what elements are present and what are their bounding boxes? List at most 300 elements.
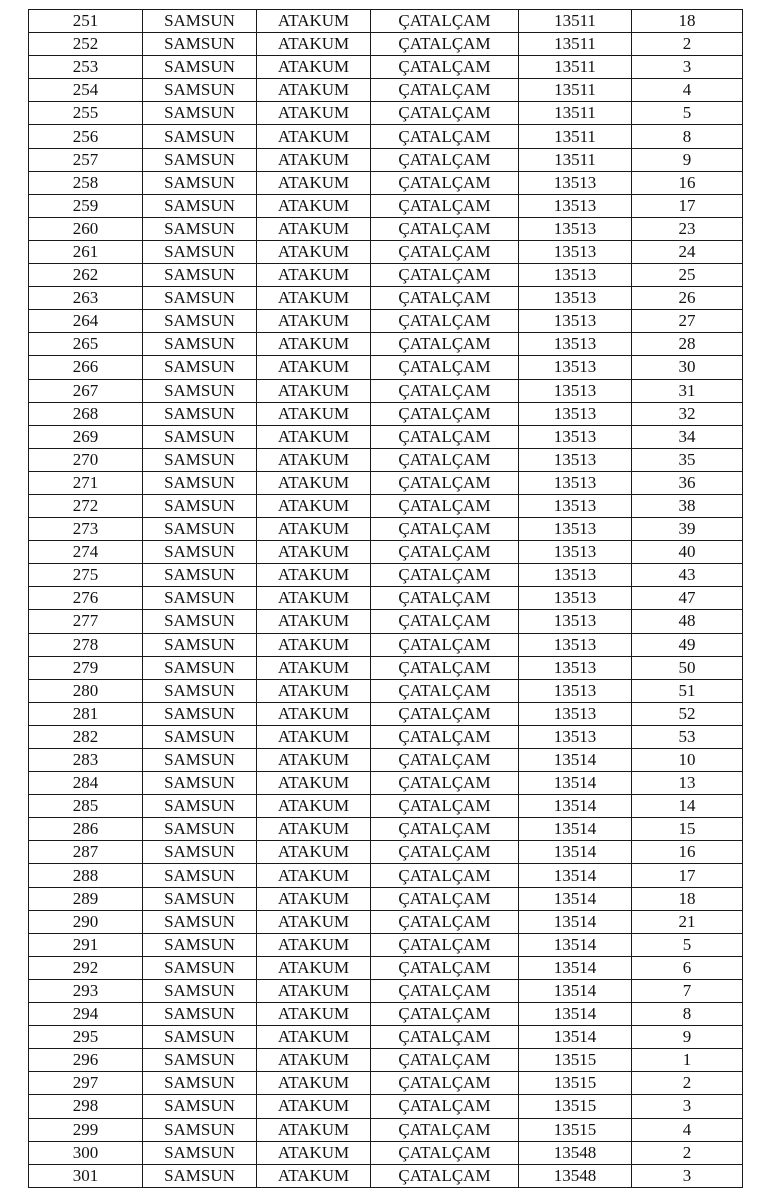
neighborhood-cell: ÇATALÇAM xyxy=(371,379,519,402)
district-cell: ATAKUM xyxy=(257,310,371,333)
province-cell: SAMSUN xyxy=(143,1072,257,1095)
block-cell: 13513 xyxy=(519,518,632,541)
block-cell: 13511 xyxy=(519,102,632,125)
row-number-cell: 297 xyxy=(29,1072,143,1095)
row-number-cell: 260 xyxy=(29,217,143,240)
province-cell: SAMSUN xyxy=(143,448,257,471)
table-row xyxy=(29,1141,743,1164)
neighborhood-cell: ÇATALÇAM xyxy=(371,679,519,702)
row-number-cell: 285 xyxy=(29,795,143,818)
table-row xyxy=(29,240,743,263)
province-cell: SAMSUN xyxy=(143,564,257,587)
district-cell: ATAKUM xyxy=(257,979,371,1002)
district-cell: ATAKUM xyxy=(257,56,371,79)
district-cell: ATAKUM xyxy=(257,679,371,702)
block-cell: 13513 xyxy=(519,541,632,564)
district-cell: ATAKUM xyxy=(257,864,371,887)
district-cell: ATAKUM xyxy=(257,194,371,217)
province-cell: SAMSUN xyxy=(143,333,257,356)
table-row xyxy=(29,864,743,887)
district-cell: ATAKUM xyxy=(257,564,371,587)
province-cell: SAMSUN xyxy=(143,194,257,217)
table-row xyxy=(29,10,743,33)
neighborhood-cell: ÇATALÇAM xyxy=(371,1095,519,1118)
neighborhood-cell: ÇATALÇAM xyxy=(371,264,519,287)
table-row xyxy=(29,887,743,910)
block-cell: 13513 xyxy=(519,171,632,194)
row-number-cell: 290 xyxy=(29,910,143,933)
neighborhood-cell: ÇATALÇAM xyxy=(371,356,519,379)
province-cell: SAMSUN xyxy=(143,171,257,194)
parcel-cell: 9 xyxy=(632,148,743,171)
neighborhood-cell: ÇATALÇAM xyxy=(371,125,519,148)
row-number-cell: 271 xyxy=(29,471,143,494)
block-cell: 13513 xyxy=(519,471,632,494)
parcel-cell: 3 xyxy=(632,56,743,79)
table-row xyxy=(29,702,743,725)
district-cell: ATAKUM xyxy=(257,425,371,448)
province-cell: SAMSUN xyxy=(143,1003,257,1026)
table-row xyxy=(29,587,743,610)
parcel-cell: 5 xyxy=(632,933,743,956)
neighborhood-cell: ÇATALÇAM xyxy=(371,171,519,194)
parcel-cell: 1 xyxy=(632,1049,743,1072)
neighborhood-cell: ÇATALÇAM xyxy=(371,1141,519,1164)
block-cell: 13511 xyxy=(519,148,632,171)
block-cell: 13514 xyxy=(519,933,632,956)
province-cell: SAMSUN xyxy=(143,379,257,402)
parcel-cell: 2 xyxy=(632,33,743,56)
table-row xyxy=(29,749,743,772)
district-cell: ATAKUM xyxy=(257,1003,371,1026)
row-number-cell: 287 xyxy=(29,841,143,864)
table-row xyxy=(29,772,743,795)
row-number-cell: 265 xyxy=(29,333,143,356)
province-cell: SAMSUN xyxy=(143,148,257,171)
block-cell: 13514 xyxy=(519,772,632,795)
block-cell: 13514 xyxy=(519,1003,632,1026)
parcel-cell: 9 xyxy=(632,1026,743,1049)
block-cell: 13514 xyxy=(519,910,632,933)
parcel-cell: 18 xyxy=(632,887,743,910)
row-number-cell: 267 xyxy=(29,379,143,402)
neighborhood-cell: ÇATALÇAM xyxy=(371,633,519,656)
block-cell: 13514 xyxy=(519,795,632,818)
district-cell: ATAKUM xyxy=(257,148,371,171)
row-number-cell: 295 xyxy=(29,1026,143,1049)
province-cell: SAMSUN xyxy=(143,910,257,933)
table-row xyxy=(29,1026,743,1049)
row-number-cell: 274 xyxy=(29,541,143,564)
neighborhood-cell: ÇATALÇAM xyxy=(371,1049,519,1072)
row-number-cell: 299 xyxy=(29,1118,143,1141)
province-cell: SAMSUN xyxy=(143,1049,257,1072)
row-number-cell: 272 xyxy=(29,494,143,517)
province-cell: SAMSUN xyxy=(143,1164,257,1187)
table-row xyxy=(29,910,743,933)
district-cell: ATAKUM xyxy=(257,587,371,610)
parcel-list-page xyxy=(28,9,743,1188)
province-cell: SAMSUN xyxy=(143,1095,257,1118)
province-cell: SAMSUN xyxy=(143,56,257,79)
parcel-cell: 6 xyxy=(632,956,743,979)
row-number-cell: 275 xyxy=(29,564,143,587)
province-cell: SAMSUN xyxy=(143,795,257,818)
district-cell: ATAKUM xyxy=(257,379,371,402)
district-cell: ATAKUM xyxy=(257,240,371,263)
parcel-cell: 26 xyxy=(632,287,743,310)
table-row xyxy=(29,125,743,148)
table-row xyxy=(29,679,743,702)
parcel-cell: 28 xyxy=(632,333,743,356)
district-cell: ATAKUM xyxy=(257,125,371,148)
block-cell: 13513 xyxy=(519,725,632,748)
table-row xyxy=(29,217,743,240)
row-number-cell: 294 xyxy=(29,1003,143,1026)
district-cell: ATAKUM xyxy=(257,818,371,841)
block-cell: 13513 xyxy=(519,217,632,240)
table-row xyxy=(29,795,743,818)
parcel-table xyxy=(28,9,743,1188)
block-cell: 13513 xyxy=(519,679,632,702)
parcel-cell: 25 xyxy=(632,264,743,287)
table-row xyxy=(29,402,743,425)
table-row xyxy=(29,818,743,841)
district-cell: ATAKUM xyxy=(257,1164,371,1187)
block-cell: 13513 xyxy=(519,656,632,679)
row-number-cell: 261 xyxy=(29,240,143,263)
row-number-cell: 253 xyxy=(29,56,143,79)
parcel-cell: 53 xyxy=(632,725,743,748)
province-cell: SAMSUN xyxy=(143,310,257,333)
block-cell: 13513 xyxy=(519,402,632,425)
neighborhood-cell: ÇATALÇAM xyxy=(371,79,519,102)
row-number-cell: 300 xyxy=(29,1141,143,1164)
parcel-cell: 17 xyxy=(632,194,743,217)
neighborhood-cell: ÇATALÇAM xyxy=(371,795,519,818)
table-row xyxy=(29,264,743,287)
neighborhood-cell: ÇATALÇAM xyxy=(371,956,519,979)
block-cell: 13513 xyxy=(519,564,632,587)
district-cell: ATAKUM xyxy=(257,171,371,194)
table-row xyxy=(29,1118,743,1141)
neighborhood-cell: ÇATALÇAM xyxy=(371,102,519,125)
block-cell: 13515 xyxy=(519,1118,632,1141)
parcel-cell: 34 xyxy=(632,425,743,448)
row-number-cell: 259 xyxy=(29,194,143,217)
neighborhood-cell: ÇATALÇAM xyxy=(371,1003,519,1026)
district-cell: ATAKUM xyxy=(257,494,371,517)
parcel-cell: 18 xyxy=(632,10,743,33)
parcel-cell: 16 xyxy=(632,841,743,864)
neighborhood-cell: ÇATALÇAM xyxy=(371,148,519,171)
row-number-cell: 301 xyxy=(29,1164,143,1187)
neighborhood-cell: ÇATALÇAM xyxy=(371,310,519,333)
parcel-cell: 21 xyxy=(632,910,743,933)
district-cell: ATAKUM xyxy=(257,1118,371,1141)
parcel-cell: 30 xyxy=(632,356,743,379)
district-cell: ATAKUM xyxy=(257,725,371,748)
neighborhood-cell: ÇATALÇAM xyxy=(371,749,519,772)
block-cell: 13548 xyxy=(519,1164,632,1187)
district-cell: ATAKUM xyxy=(257,518,371,541)
province-cell: SAMSUN xyxy=(143,702,257,725)
neighborhood-cell: ÇATALÇAM xyxy=(371,240,519,263)
table-row xyxy=(29,356,743,379)
parcel-cell: 43 xyxy=(632,564,743,587)
province-cell: SAMSUN xyxy=(143,217,257,240)
neighborhood-cell: ÇATALÇAM xyxy=(371,194,519,217)
block-cell: 13515 xyxy=(519,1095,632,1118)
parcel-cell: 16 xyxy=(632,171,743,194)
table-row xyxy=(29,933,743,956)
parcel-cell: 49 xyxy=(632,633,743,656)
neighborhood-cell: ÇATALÇAM xyxy=(371,518,519,541)
row-number-cell: 270 xyxy=(29,448,143,471)
district-cell: ATAKUM xyxy=(257,356,371,379)
district-cell: ATAKUM xyxy=(257,633,371,656)
parcel-cell: 51 xyxy=(632,679,743,702)
parcel-table-body xyxy=(29,10,743,1188)
block-cell: 13514 xyxy=(519,818,632,841)
province-cell: SAMSUN xyxy=(143,402,257,425)
province-cell: SAMSUN xyxy=(143,1141,257,1164)
row-number-cell: 266 xyxy=(29,356,143,379)
district-cell: ATAKUM xyxy=(257,79,371,102)
table-row xyxy=(29,1049,743,1072)
parcel-cell: 31 xyxy=(632,379,743,402)
row-number-cell: 278 xyxy=(29,633,143,656)
province-cell: SAMSUN xyxy=(143,518,257,541)
row-number-cell: 298 xyxy=(29,1095,143,1118)
table-row xyxy=(29,171,743,194)
table-row xyxy=(29,56,743,79)
block-cell: 13513 xyxy=(519,633,632,656)
parcel-cell: 2 xyxy=(632,1072,743,1095)
parcel-cell: 4 xyxy=(632,1118,743,1141)
table-row xyxy=(29,448,743,471)
neighborhood-cell: ÇATALÇAM xyxy=(371,1164,519,1187)
district-cell: ATAKUM xyxy=(257,795,371,818)
parcel-cell: 17 xyxy=(632,864,743,887)
table-row xyxy=(29,33,743,56)
table-row xyxy=(29,102,743,125)
table-row xyxy=(29,610,743,633)
parcel-cell: 52 xyxy=(632,702,743,725)
neighborhood-cell: ÇATALÇAM xyxy=(371,471,519,494)
neighborhood-cell: ÇATALÇAM xyxy=(371,702,519,725)
table-row xyxy=(29,1164,743,1187)
province-cell: SAMSUN xyxy=(143,33,257,56)
neighborhood-cell: ÇATALÇAM xyxy=(371,725,519,748)
district-cell: ATAKUM xyxy=(257,772,371,795)
province-cell: SAMSUN xyxy=(143,541,257,564)
district-cell: ATAKUM xyxy=(257,10,371,33)
parcel-cell: 36 xyxy=(632,471,743,494)
neighborhood-cell: ÇATALÇAM xyxy=(371,564,519,587)
parcel-cell: 4 xyxy=(632,79,743,102)
parcel-cell: 10 xyxy=(632,749,743,772)
row-number-cell: 254 xyxy=(29,79,143,102)
block-cell: 13513 xyxy=(519,610,632,633)
neighborhood-cell: ÇATALÇAM xyxy=(371,425,519,448)
parcel-cell: 3 xyxy=(632,1095,743,1118)
district-cell: ATAKUM xyxy=(257,1049,371,1072)
block-cell: 13511 xyxy=(519,10,632,33)
neighborhood-cell: ÇATALÇAM xyxy=(371,841,519,864)
row-number-cell: 269 xyxy=(29,425,143,448)
neighborhood-cell: ÇATALÇAM xyxy=(371,287,519,310)
neighborhood-cell: ÇATALÇAM xyxy=(371,1072,519,1095)
province-cell: SAMSUN xyxy=(143,102,257,125)
parcel-cell: 38 xyxy=(632,494,743,517)
province-cell: SAMSUN xyxy=(143,1026,257,1049)
province-cell: SAMSUN xyxy=(143,264,257,287)
row-number-cell: 276 xyxy=(29,587,143,610)
neighborhood-cell: ÇATALÇAM xyxy=(371,656,519,679)
province-cell: SAMSUN xyxy=(143,494,257,517)
neighborhood-cell: ÇATALÇAM xyxy=(371,333,519,356)
neighborhood-cell: ÇATALÇAM xyxy=(371,448,519,471)
row-number-cell: 289 xyxy=(29,887,143,910)
district-cell: ATAKUM xyxy=(257,956,371,979)
parcel-cell: 5 xyxy=(632,102,743,125)
block-cell: 13513 xyxy=(519,310,632,333)
table-row xyxy=(29,979,743,1002)
table-row xyxy=(29,1095,743,1118)
table-row xyxy=(29,148,743,171)
district-cell: ATAKUM xyxy=(257,887,371,910)
district-cell: ATAKUM xyxy=(257,541,371,564)
block-cell: 13513 xyxy=(519,287,632,310)
province-cell: SAMSUN xyxy=(143,125,257,148)
row-number-cell: 286 xyxy=(29,818,143,841)
parcel-cell: 35 xyxy=(632,448,743,471)
neighborhood-cell: ÇATALÇAM xyxy=(371,494,519,517)
district-cell: ATAKUM xyxy=(257,841,371,864)
block-cell: 13513 xyxy=(519,425,632,448)
block-cell: 13513 xyxy=(519,494,632,517)
block-cell: 13511 xyxy=(519,56,632,79)
parcel-cell: 8 xyxy=(632,125,743,148)
block-cell: 13514 xyxy=(519,1026,632,1049)
parcel-cell: 50 xyxy=(632,656,743,679)
neighborhood-cell: ÇATALÇAM xyxy=(371,33,519,56)
district-cell: ATAKUM xyxy=(257,1072,371,1095)
block-cell: 13513 xyxy=(519,448,632,471)
district-cell: ATAKUM xyxy=(257,1141,371,1164)
block-cell: 13513 xyxy=(519,264,632,287)
province-cell: SAMSUN xyxy=(143,356,257,379)
neighborhood-cell: ÇATALÇAM xyxy=(371,933,519,956)
table-row xyxy=(29,518,743,541)
parcel-cell: 3 xyxy=(632,1164,743,1187)
table-row xyxy=(29,541,743,564)
province-cell: SAMSUN xyxy=(143,864,257,887)
neighborhood-cell: ÇATALÇAM xyxy=(371,587,519,610)
province-cell: SAMSUN xyxy=(143,287,257,310)
table-row xyxy=(29,656,743,679)
province-cell: SAMSUN xyxy=(143,240,257,263)
table-row xyxy=(29,287,743,310)
district-cell: ATAKUM xyxy=(257,1026,371,1049)
province-cell: SAMSUN xyxy=(143,425,257,448)
row-number-cell: 291 xyxy=(29,933,143,956)
district-cell: ATAKUM xyxy=(257,471,371,494)
row-number-cell: 281 xyxy=(29,702,143,725)
table-row xyxy=(29,333,743,356)
province-cell: SAMSUN xyxy=(143,933,257,956)
row-number-cell: 263 xyxy=(29,287,143,310)
row-number-cell: 257 xyxy=(29,148,143,171)
block-cell: 13513 xyxy=(519,379,632,402)
neighborhood-cell: ÇATALÇAM xyxy=(371,979,519,1002)
neighborhood-cell: ÇATALÇAM xyxy=(371,402,519,425)
province-cell: SAMSUN xyxy=(143,1118,257,1141)
district-cell: ATAKUM xyxy=(257,610,371,633)
row-number-cell: 252 xyxy=(29,33,143,56)
province-cell: SAMSUN xyxy=(143,10,257,33)
block-cell: 13513 xyxy=(519,194,632,217)
block-cell: 13513 xyxy=(519,333,632,356)
province-cell: SAMSUN xyxy=(143,979,257,1002)
neighborhood-cell: ÇATALÇAM xyxy=(371,887,519,910)
parcel-cell: 39 xyxy=(632,518,743,541)
table-row xyxy=(29,194,743,217)
table-row xyxy=(29,564,743,587)
parcel-cell: 23 xyxy=(632,217,743,240)
row-number-cell: 256 xyxy=(29,125,143,148)
neighborhood-cell: ÇATALÇAM xyxy=(371,56,519,79)
row-number-cell: 292 xyxy=(29,956,143,979)
table-row xyxy=(29,633,743,656)
block-cell: 13513 xyxy=(519,356,632,379)
block-cell: 13514 xyxy=(519,864,632,887)
district-cell: ATAKUM xyxy=(257,749,371,772)
table-row xyxy=(29,725,743,748)
row-number-cell: 296 xyxy=(29,1049,143,1072)
district-cell: ATAKUM xyxy=(257,656,371,679)
neighborhood-cell: ÇATALÇAM xyxy=(371,864,519,887)
block-cell: 13515 xyxy=(519,1072,632,1095)
province-cell: SAMSUN xyxy=(143,471,257,494)
block-cell: 13514 xyxy=(519,887,632,910)
province-cell: SAMSUN xyxy=(143,841,257,864)
neighborhood-cell: ÇATALÇAM xyxy=(371,541,519,564)
parcel-cell: 48 xyxy=(632,610,743,633)
block-cell: 13511 xyxy=(519,79,632,102)
block-cell: 13514 xyxy=(519,979,632,1002)
row-number-cell: 280 xyxy=(29,679,143,702)
neighborhood-cell: ÇATALÇAM xyxy=(371,772,519,795)
province-cell: SAMSUN xyxy=(143,656,257,679)
district-cell: ATAKUM xyxy=(257,402,371,425)
district-cell: ATAKUM xyxy=(257,33,371,56)
row-number-cell: 251 xyxy=(29,10,143,33)
row-number-cell: 277 xyxy=(29,610,143,633)
block-cell: 13515 xyxy=(519,1049,632,1072)
row-number-cell: 258 xyxy=(29,171,143,194)
row-number-cell: 283 xyxy=(29,749,143,772)
parcel-cell: 40 xyxy=(632,541,743,564)
province-cell: SAMSUN xyxy=(143,79,257,102)
parcel-cell: 8 xyxy=(632,1003,743,1026)
table-row xyxy=(29,379,743,402)
district-cell: ATAKUM xyxy=(257,910,371,933)
parcel-cell: 15 xyxy=(632,818,743,841)
parcel-cell: 47 xyxy=(632,587,743,610)
table-row xyxy=(29,471,743,494)
